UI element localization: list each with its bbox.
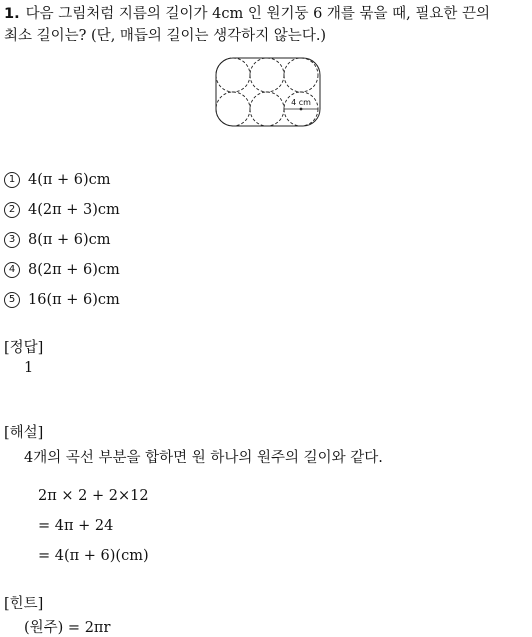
option-2-text: 4(2π + 3)cm	[28, 202, 120, 218]
question-number: 1.	[4, 6, 20, 22]
option-5-text: 16(π + 6)cm	[28, 292, 120, 308]
answer-header: [정답]	[4, 340, 44, 356]
option-2[interactable]	[4, 202, 120, 218]
answer-value: 1	[24, 360, 34, 376]
explanation-eq-2: = 4π + 24	[38, 518, 114, 534]
option-3[interactable]	[4, 232, 111, 248]
question-text-2: 최소 길이는? (단, 매듭의 길이는 생각하지 않는다.)	[4, 28, 327, 44]
explanation-eq-3: = 4(π + 6)(cm)	[38, 548, 149, 564]
option-4-mark: 4	[4, 262, 20, 278]
option-4[interactable]	[4, 262, 120, 278]
center-dot	[300, 108, 303, 111]
explanation-eq-1: 2π × 2 + 2×12	[38, 488, 149, 504]
option-5[interactable]	[4, 292, 120, 308]
question-text-1: 다음 그림처럼 지름의 길이가 4cm 인 원기둥 6 개를 묶을 때, 필요한 끈의	[25, 6, 491, 22]
circle-bottom-2	[250, 92, 284, 126]
question-line-1	[4, 2, 490, 23]
hint-text: (원주) = 2πr	[24, 620, 111, 636]
circle-top-1	[216, 58, 250, 92]
option-3-text: 8(π + 6)cm	[28, 232, 111, 248]
cylinders-figure	[212, 56, 324, 130]
diameter-label: 4 cm	[291, 98, 311, 107]
hint-header: [힌트]	[4, 596, 44, 612]
circle-top-3	[284, 58, 318, 92]
option-1-text: 4(π + 6)cm	[28, 172, 111, 188]
option-1[interactable]	[4, 172, 111, 188]
option-1-mark: 1	[4, 172, 20, 188]
circle-top-2	[250, 58, 284, 92]
option-5-mark: 5	[4, 292, 20, 308]
option-2-mark: 2	[4, 202, 20, 218]
explanation-header: [해설]	[4, 425, 44, 441]
option-4-text: 8(2π + 6)cm	[28, 262, 120, 278]
option-3-mark: 3	[4, 232, 20, 248]
explanation-text: 4개의 곡선 부분을 합하면 원 하나의 원주의 길이와 같다.	[24, 450, 383, 466]
